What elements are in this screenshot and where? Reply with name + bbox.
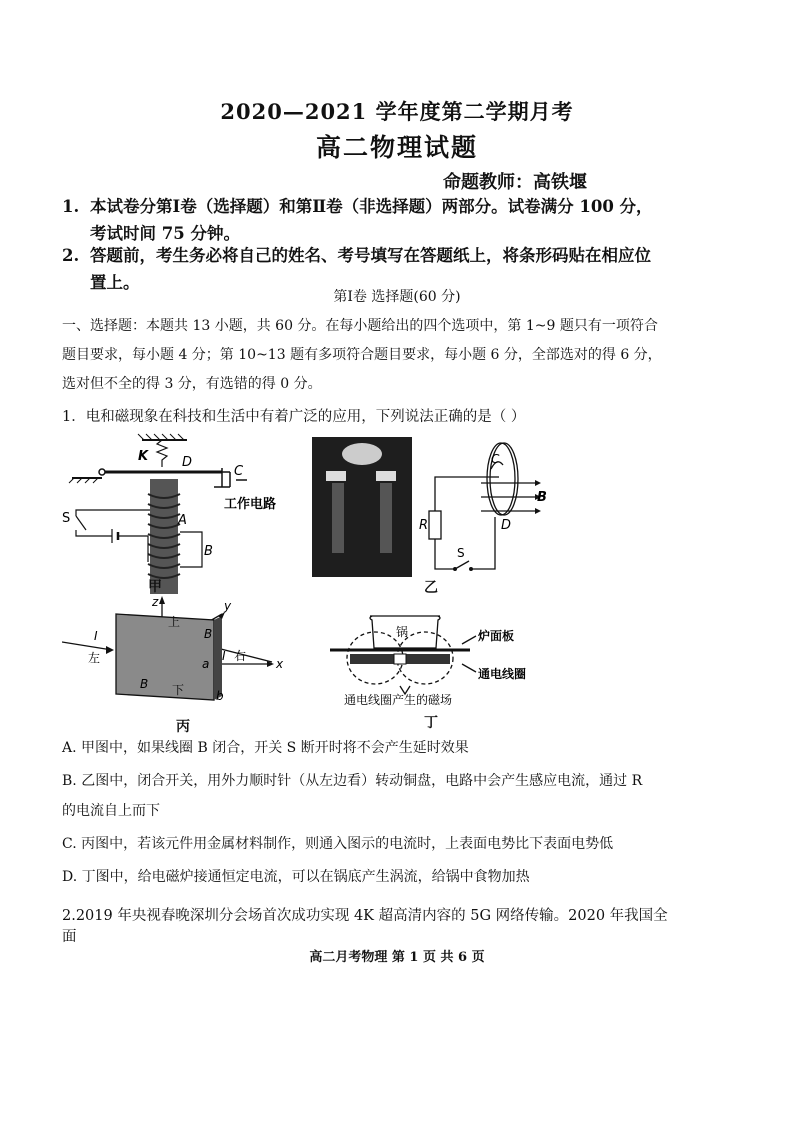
- label-field: 通电线圈产生的磁场: [344, 693, 453, 707]
- photo-yi: [312, 437, 412, 577]
- label-right: 右: [234, 649, 247, 663]
- label-z: z: [152, 595, 159, 609]
- figure-ding: [330, 608, 540, 708]
- label-A: A: [178, 513, 187, 528]
- section-title: 第Ⅰ卷 选择题(60 分): [333, 289, 461, 305]
- note-text: 答题前，考生务必将自己的姓名、考号填写在答题纸上，将条形码贴在相应位: [90, 246, 651, 265]
- page-footer: 高二月考物理 第 1 页 共 6 页: [309, 950, 485, 965]
- label-C: C: [491, 452, 500, 466]
- instruction-line: 选对但不全的得 3 分，有选错的得 0 分。: [62, 376, 322, 392]
- note-text: 考试时间 75 分钟。: [90, 224, 240, 243]
- note-text: 置上。: [90, 273, 140, 292]
- option-D: D. 丁图中，给电磁炉接通恒定电流，可以在锅底产生涡流，给锅中食物加热: [62, 869, 530, 885]
- label-C: C: [234, 464, 244, 479]
- label-R: R: [419, 518, 429, 533]
- label-I-right: I: [222, 649, 226, 663]
- label-S: S: [457, 546, 465, 560]
- question-1-options: [62, 733, 672, 892]
- option-B: B. 乙图中，闭合开关，用外力顺时针（从左边看）转动铜盘，电路中会产生感应电流，通过 R: [62, 773, 643, 789]
- label-B-top: B: [204, 627, 213, 641]
- label-pot: 锅: [396, 625, 409, 639]
- note-number: 2.: [62, 246, 80, 265]
- caption-bing: 丙: [176, 719, 190, 735]
- label-B: B: [204, 544, 213, 559]
- label-I-left: I: [94, 629, 98, 643]
- label-y: y: [224, 599, 232, 613]
- label-D: D: [501, 518, 512, 533]
- label-down: 下: [172, 683, 185, 697]
- exam-title-line2: 高二物理试题: [315, 133, 478, 162]
- option-A: A. 甲图中，如果线圈 B 闭合，开关 S 断开时将不会产生延时效果: [62, 740, 469, 756]
- question-1-stem: 1．电和磁现象在科技和生活中有着广泛的应用，下列说法正确的是（ ）: [62, 409, 526, 425]
- label-S: S: [62, 511, 71, 526]
- caption-ding: 丁: [424, 715, 438, 731]
- label-coil: 通电线圈: [478, 667, 527, 681]
- label-panel: 炉面板: [478, 629, 515, 643]
- figure-bing: [62, 592, 292, 712]
- label-up: 上: [168, 615, 181, 629]
- figure-yi: [415, 437, 555, 577]
- question-2-start: 2.2019 年央视春晚深圳分会场首次成功实现 4K 超高清内容的 5G 网络传输。2020 年我国全面: [62, 908, 668, 945]
- caption-jia: 甲: [148, 579, 162, 595]
- option-C: C. 丙图中，若该元件用金属材料制作，则通入图示的电流时，上表面电势比下表面电势低: [62, 836, 614, 852]
- label-K: K: [138, 449, 149, 464]
- label-B: B: [537, 490, 547, 505]
- label-D: D: [182, 455, 193, 470]
- label-B-bottom: B: [140, 677, 149, 691]
- caption-yi: 乙: [424, 580, 438, 596]
- label-x: x: [276, 657, 284, 671]
- exam-title-line1: 2020—2021 学年度第二学期月考: [220, 99, 574, 124]
- note-number: 1.: [62, 197, 80, 216]
- label-b: b: [216, 689, 224, 703]
- note-1: [62, 193, 702, 247]
- instruction-line: 题目要求，每小题 4 分；第 10~13 题有多项符合题目要求，每小题 6 分，全部选对的得 6 分，: [62, 347, 662, 363]
- instruction-line: 一、选择题：本题共 13 小题，共 60 分。在每小题给出的四个选项中，第 1~9 题只有一项符合: [62, 318, 658, 334]
- option-B-cont: 的电流自上而下: [62, 803, 160, 819]
- label-left: 左: [88, 651, 101, 665]
- label-work-circuit: 工作电路: [224, 497, 277, 512]
- note-text: 本试卷分第Ⅰ卷（选择题）和第Ⅱ卷（非选择题）两部分。试卷满分 100 分，: [90, 197, 653, 216]
- label-a: a: [202, 657, 210, 671]
- instructions: [62, 312, 662, 399]
- figure-jia: [62, 432, 292, 602]
- author: 命题教师：高铁堰: [443, 172, 587, 193]
